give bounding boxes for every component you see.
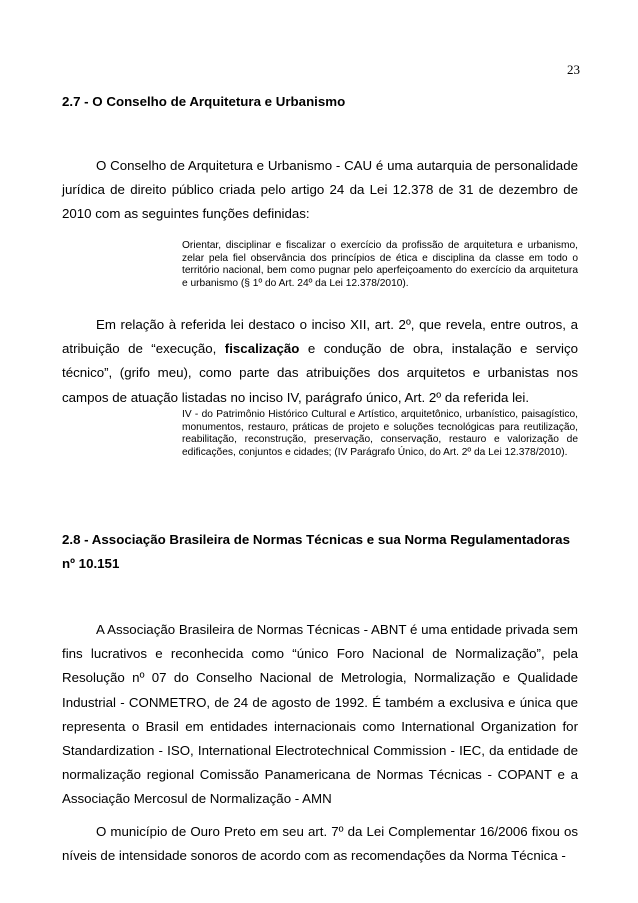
section-heading-2-8: 2.8 - Associação Brasileira de Normas Técnicas e sua Norma Regulamentadoras nº 10.151 (62, 532, 570, 571)
paragraph-text-after: e condução de obra, instalação e serviço técnico”, (grifo meu), como parte das atribuições dos arquitetos e urbanistas nos campos de atuação listadas no inciso IV, parágrafo único, Art. 2º da referida lei. (62, 341, 578, 405)
page-number: 23 (567, 62, 580, 77)
section-heading-2-7: 2.7 - O Conselho de Arquitetura e Urbanismo (62, 94, 346, 109)
paragraph-abnt (62, 618, 578, 812)
paragraph-ouro-preto (62, 820, 578, 868)
paragraph-text: O Conselho de Arquitetura e Urbanismo - CAU é uma autarquia de personalidade jurídica de direito público criada pelo artigo 24 da Lei 12.378 de 31 de dezembro de 2010 com as seguintes funções definidas: (62, 158, 578, 222)
emphasis-fiscalizacao: fiscalização (224, 341, 300, 357)
block-quote-patrimonio: IV - do Patrimônio Histórico Cultural e Artístico, arquitetônico, urbanístico, paisagístico, monumentos, restauro, práticas de projeto e soluções tecnológicas para reutilização, reabilitação, reconstrução, preservação, conservação, restauro e valorização de edificações, conjuntos e cidades; (IV Parágrafo Único, do Art. 2º da Lei 12.378/2010). (182, 409, 578, 458)
block-quote-cau-functions: Orientar, disciplinar e fiscalizar o exercício da profissão de arquitetura e urbanismo, zelar pela fiel observância dos princípios de ética e disciplina da classe em todo o território nacional, bem como pugnar pelo aperfeiçoamento do exercício da arquitetura e urbanismo (§ 1º do Art. 24º da Lei 12.378/2010). (182, 240, 578, 289)
paragraph-text: A Associação Brasileira de Normas Técnicas - ABNT é uma entidade privada sem fins lucrativos e reconhecida como “único Foro Nacional de Normalização”, pela Resolução nº 07 do Conselho Nacional de Metrologia, Normalização e Qualidade Industrial - CONMETRO, de 24 de agosto de 1992. É também a exclusiva e única que representa o Brasil em entidades internacionais como International Organization for Standardization - ISO, International Electrotechnical Commission - IEC, da entidade de normalização regional Comissão Panamericana de Normas Técnicas - COPANT e a Associação Mercosul de Normalização - AMN (62, 622, 578, 807)
paragraph-text-before: Em relação à referida lei destaco o inciso XII, art. 2º, que revela, entre outros, a atribuição de “execução, (62, 317, 578, 357)
paragraph-cau-intro (62, 154, 578, 227)
paragraph-lei-inciso (62, 313, 578, 410)
paragraph-text: O município de Ouro Preto em seu art. 7º da Lei Complementar 16/2006 fixou os níveis de intensidade sonoros de acordo com as recomendações da Norma Técnica - (62, 824, 578, 864)
